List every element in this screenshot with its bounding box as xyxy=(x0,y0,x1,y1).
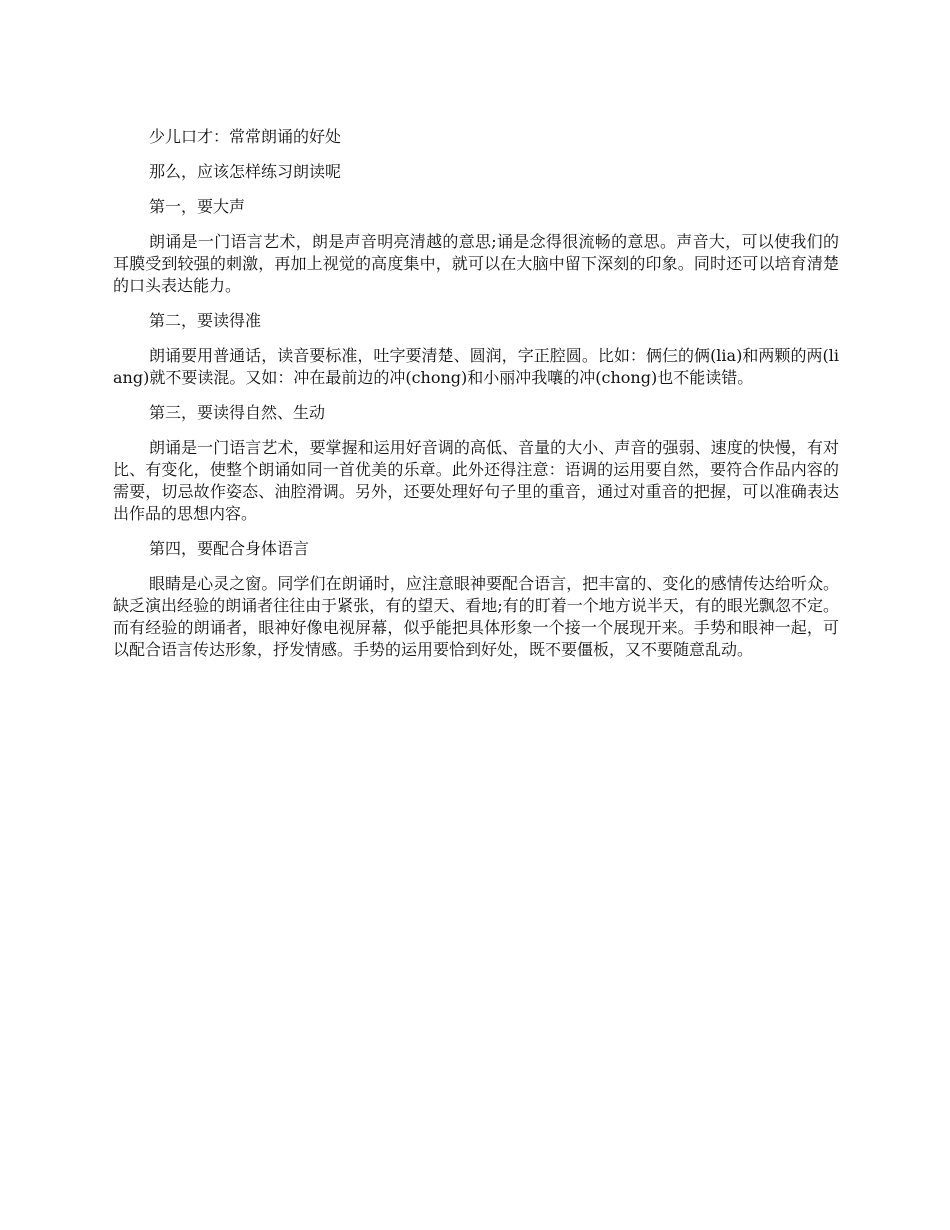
intro-question: 那么，应该怎样练习朗读呢 xyxy=(149,162,342,181)
section-body-4: 眼睛是心灵之窗。同学们在朗诵时，应注意眼神要配合语言，把丰富的、变化的感情传达给听众。缺乏演出经验的朗诵者往往由于紧张，有的望天、看地;有的盯着一个地方说半天，有的眼光飘忽不定。而有经验的朗诵者，眼神好像电视屏幕，似乎能把具体形象一个接一个展现开来。手势和眼神一起，可以配合语言传达形象，抒发情感。手势的运用要恰到好处，既不要僵板，又不要随意乱动。 xyxy=(113,574,839,659)
section-heading-2: 第二，要读得准 xyxy=(149,311,262,330)
section-heading-1: 第一，要大声 xyxy=(149,197,246,216)
section-heading-4: 第四，要配合身体语言 xyxy=(149,539,310,558)
section-body-3: 朗诵是一门语言艺术，要掌握和运用好音调的高低、音量的大小、声音的强弱、速度的快慢，有对比、有变化，使整个朗诵如同一首优美的乐章。此外还得注意：语调的运用要自然，要符合作品内容的需要，切忌故作姿态、油腔滑调。另外，还要处理好句子里的重音，通过对重音的把握，可以准确表达出作品的思想内容。 xyxy=(113,438,839,523)
section-body-1: 朗诵是一门语言艺术，朗是声音明亮清越的意思;诵是念得很流畅的意思。声音大，可以使我们的耳膜受到较强的刺激，再加上视觉的高度集中，就可以在大脑中留下深刻的印象。同时还可以培育清楚的口头表达能力。 xyxy=(113,232,839,295)
document-body xyxy=(113,126,839,674)
document-title: 少儿口才：常常朗诵的好处 xyxy=(149,127,342,146)
section-body-2: 朗诵要用普通话，读音要标准，吐字要清楚、圆润，字正腔圆。比如：俩仨的俩(lia)和两颗的两(liang)就不要读混。又如：冲在最前边的冲(chong)和小丽冲我嚷的冲(chong)也不能读错。 xyxy=(113,346,839,387)
section-heading-3: 第三，要读得自然、生动 xyxy=(149,403,326,422)
